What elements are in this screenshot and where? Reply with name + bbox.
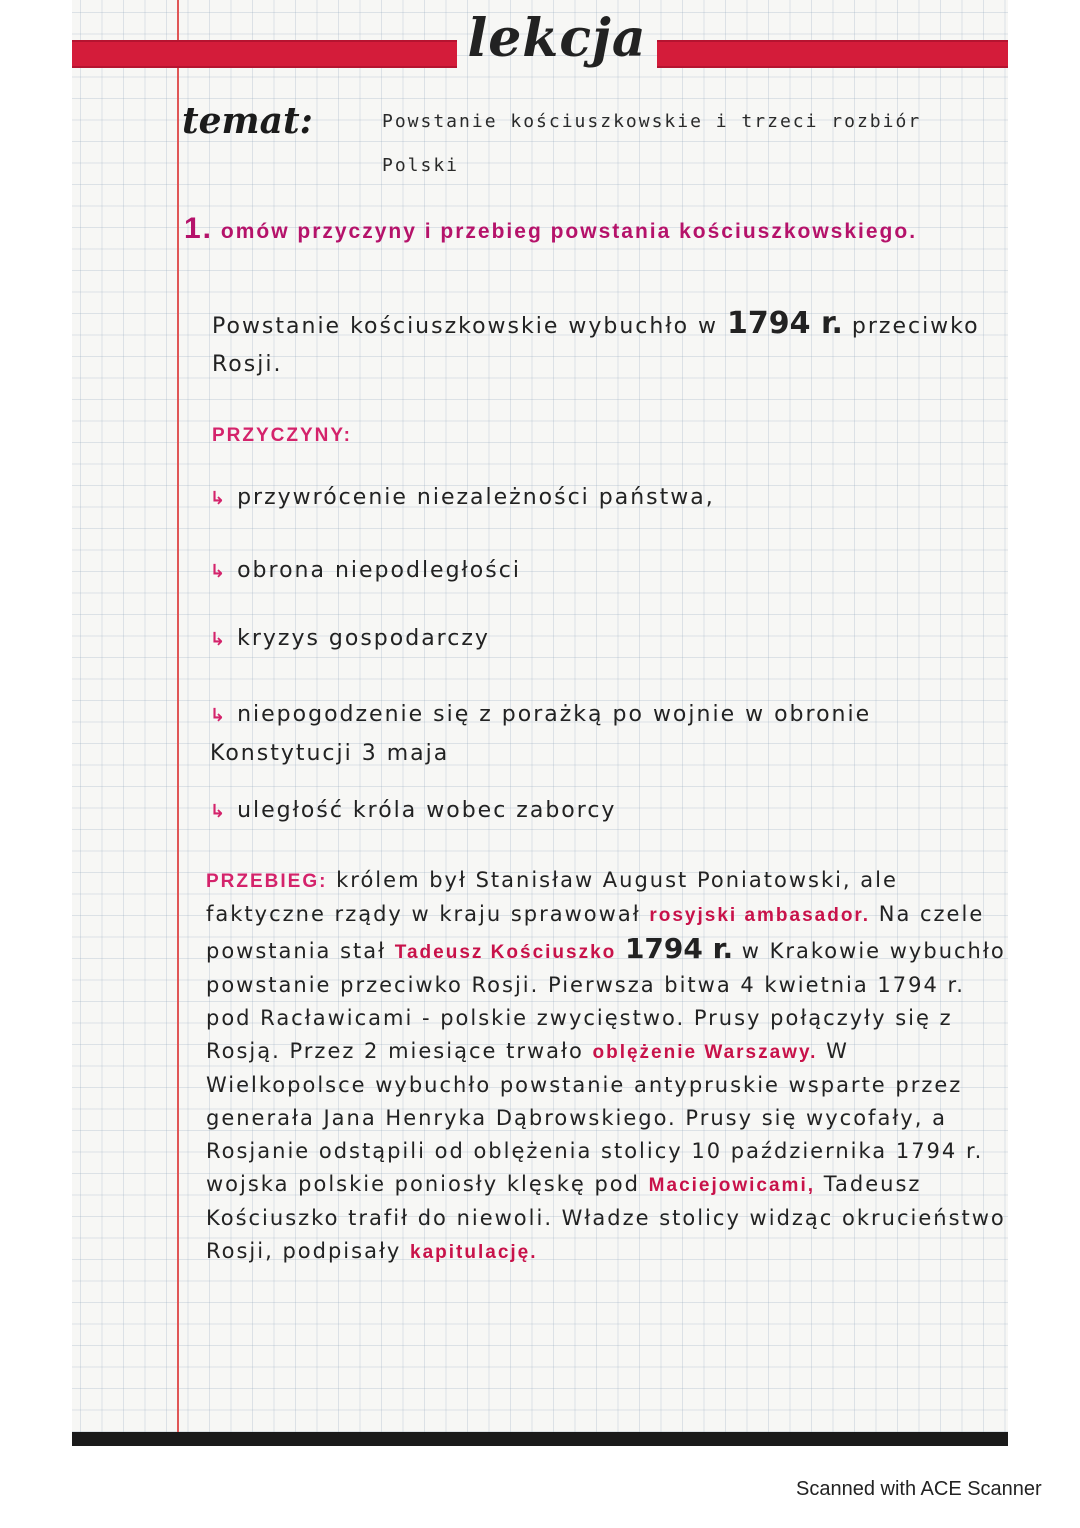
list-item bbox=[210, 626, 490, 651]
intro-text-before: Powstanie kościuszkowskie wybuchło w bbox=[212, 314, 728, 339]
course-highlight: Tadeusz Kościuszko bbox=[394, 942, 617, 963]
course-text: w Krakowie wybuchło powstanie przeciwko Rosji. Pierwsza bitwa 4 kwietnia 1794 r. pod Racławicami - polskie zwycięstwo. Prusy połączyły się z Rosją. Przez 2 miesiące trwało bbox=[206, 939, 1006, 1063]
notebook-page bbox=[72, 0, 1008, 1446]
scanner-watermark: Scanned with ACE Scanner bbox=[796, 1478, 1042, 1500]
arrow-icon: ↳ bbox=[210, 488, 228, 509]
arrow-icon: ↳ bbox=[210, 705, 228, 726]
topic-text: Powstanie kościuszkowskie i trzeci rozbiór Polski bbox=[382, 111, 922, 176]
course-text: Tadeusz Kościuszko trafił do niewoli. Władze stolicy widząc okrucieństwo Rosji, podpisały bbox=[206, 1172, 1006, 1263]
list-item bbox=[210, 696, 990, 773]
page-title: lekcja bbox=[467, 8, 647, 69]
course-year: 1794 r. bbox=[624, 932, 734, 965]
intro-year: 1794 r. bbox=[727, 306, 843, 341]
cause-text: niepogodzenie się z porażką po wojnie w obronie Konstytucji 3 maja bbox=[210, 702, 872, 766]
cause-text: kryzys gospodarczy bbox=[237, 626, 490, 651]
page-bottom-edge bbox=[72, 1432, 1008, 1446]
course-heading: PRZEBIEG: bbox=[206, 871, 328, 892]
course-highlight: oblężenie Warszawy. bbox=[592, 1042, 818, 1063]
title-highlight-left bbox=[72, 40, 457, 68]
arrow-icon: ↳ bbox=[210, 629, 228, 650]
cause-text: obrona niepodległości bbox=[237, 558, 521, 583]
course-highlight: Maciejowicami, bbox=[648, 1175, 816, 1196]
question-number: 1. bbox=[184, 212, 214, 245]
causes-heading: PRZYCZYNY: bbox=[212, 425, 352, 446]
course-paragraph bbox=[206, 864, 1006, 1269]
intro-paragraph bbox=[212, 305, 1008, 384]
intro-text-after: przeciwko Rosji. bbox=[212, 314, 980, 377]
course-highlight: rosyjski ambasador. bbox=[649, 905, 871, 926]
list-item bbox=[210, 558, 521, 583]
arrow-icon: ↳ bbox=[210, 561, 228, 582]
question-1 bbox=[184, 208, 1004, 253]
course-highlight: kapitulację. bbox=[410, 1242, 538, 1263]
course-text: W Wielkopolsce wybuchło powstanie antypruskie wsparte przez generała Jana Henryka Dąbrowskiego. Prusy się wycofały, a Rosjanie odstąpili od oblężenia stolicy 10 października 1794 r. wojska polskie poniosły klęskę pod bbox=[206, 1039, 984, 1196]
title-highlight-right bbox=[657, 40, 1008, 68]
question-text: omów przyczyny i przebieg powstania kościuszkowskiego. bbox=[220, 220, 918, 243]
course-text: królem był Stanisław August Poniatowski, ale faktyczne rządy w kraju sprawował bbox=[206, 868, 898, 926]
course-text: Na czele powstania stał bbox=[206, 902, 985, 963]
cause-text: uległość króla wobec zaborcy bbox=[237, 798, 617, 823]
topic-label: temat: bbox=[182, 100, 313, 142]
cause-text: przywrócenie niezależności państwa, bbox=[237, 485, 715, 510]
list-item bbox=[210, 485, 715, 510]
arrow-icon: ↳ bbox=[210, 801, 228, 822]
list-item bbox=[210, 798, 616, 823]
margin-line bbox=[177, 0, 179, 1446]
